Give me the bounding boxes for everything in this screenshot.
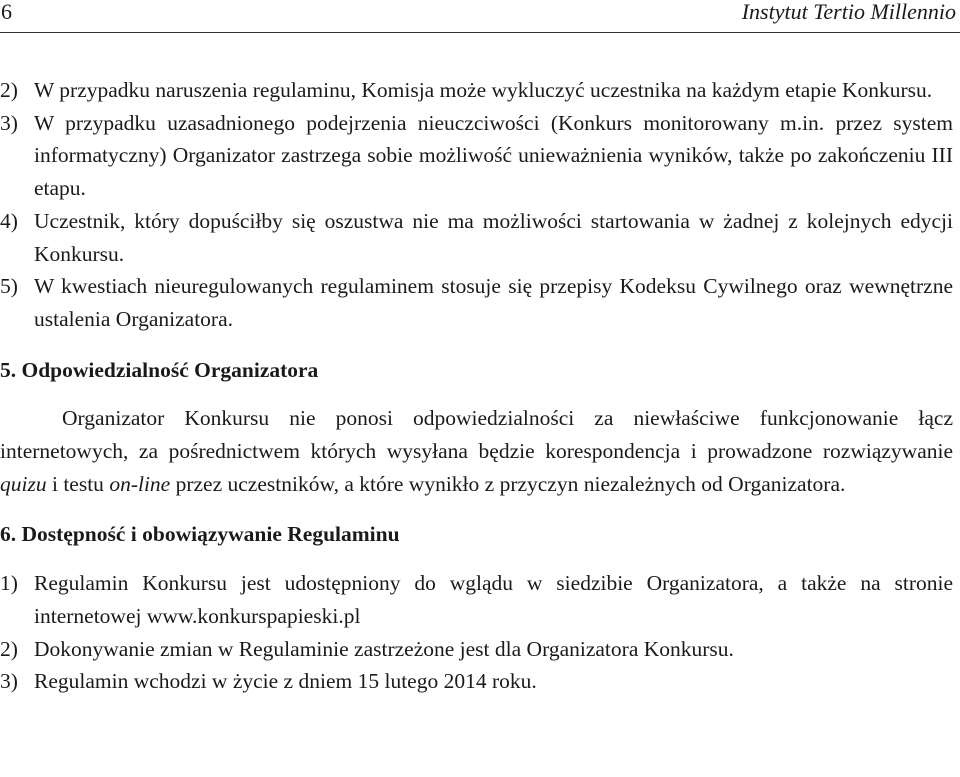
- section-5-paragraph: [0, 402, 953, 500]
- list-item: [0, 567, 953, 632]
- list-item-text: Regulamin Konkursu jest udostępniony do wglądu w siedzibie Organizatora, a także na stronie internetowej www.konkurspapieski.pl: [34, 571, 953, 628]
- section-5-heading: 5. Odpowiedzialność Organizatora: [0, 357, 319, 382]
- paragraph-emphasis-online: on-line: [109, 471, 171, 496]
- paragraph-emphasis-quiz: quizu: [0, 471, 47, 496]
- page-header: [0, 0, 960, 24]
- list-item-text: Dokonywanie zmian w Regulaminie zastrzeżone jest dla Organizatora Konkursu.: [34, 636, 734, 661]
- list-item-text: W przypadku uzasadnionego podejrzenia nieuczciwości (Konkurs monitorowany m.in. przez system informatyczny) Organizator zastrzega sobie możliwość unieważnienia wyników, także po zakończeniu III etapu.: [34, 110, 953, 201]
- list-item: [0, 74, 953, 107]
- list-item-number: 1): [0, 571, 18, 596]
- list-item: [0, 665, 953, 698]
- list-item-number: 2): [0, 636, 18, 661]
- list-item-number: 3): [0, 110, 18, 135]
- list-item: [0, 205, 953, 270]
- paragraph-text: i testu: [46, 471, 110, 496]
- section-6-heading: 6. Dostępność i obowiązywanie Regulaminu: [0, 522, 400, 547]
- section-6-list: [0, 567, 953, 698]
- list-item-text: Regulamin wchodzi w życie z dniem 15 lutego 2014 roku.: [34, 669, 537, 694]
- list-item-number: 5): [0, 274, 18, 299]
- list-item-text: W kwestiach nieuregulowanych regulaminem stosuje się przepisy Kodeksu Cywilnego oraz wewnętrzne ustalenia Organizatora.: [34, 274, 953, 331]
- page-number: 6: [1, 0, 12, 24]
- paragraph-text: przez uczestników, a które wynikło z przyczyn niezależnych od Organizatora.: [170, 471, 846, 496]
- header-rule: [0, 32, 960, 33]
- list-item: [0, 633, 953, 666]
- list-item-text: Uczestnik, który dopuściłby się oszustwa nie ma możliwości startowania w żadnej z kolejnych edycji Konkursu.: [34, 208, 953, 266]
- section-4-list: [0, 74, 953, 336]
- list-item: [0, 107, 953, 205]
- list-item-number: 2): [0, 78, 18, 102]
- paragraph-text: Organizator Konkursu nie ponosi odpowiedzialności za niewłaściwe funkcjonowanie łącz internetowych, za pośrednictwem których wysyłana będzie korespondencja i prowadzone rozwiązywanie: [0, 406, 953, 464]
- list-item-number: 4): [0, 208, 18, 233]
- list-item-number: 3): [0, 669, 18, 694]
- list-item-text: W przypadku naruszenia regulaminu, Komisja może wykluczyć uczestnika na każdym etapie Konkursu.: [34, 78, 933, 102]
- list-item: [0, 270, 953, 335]
- document-body: [0, 74, 953, 698]
- running-title: Instytut Tertio Millennio: [741, 0, 956, 24]
